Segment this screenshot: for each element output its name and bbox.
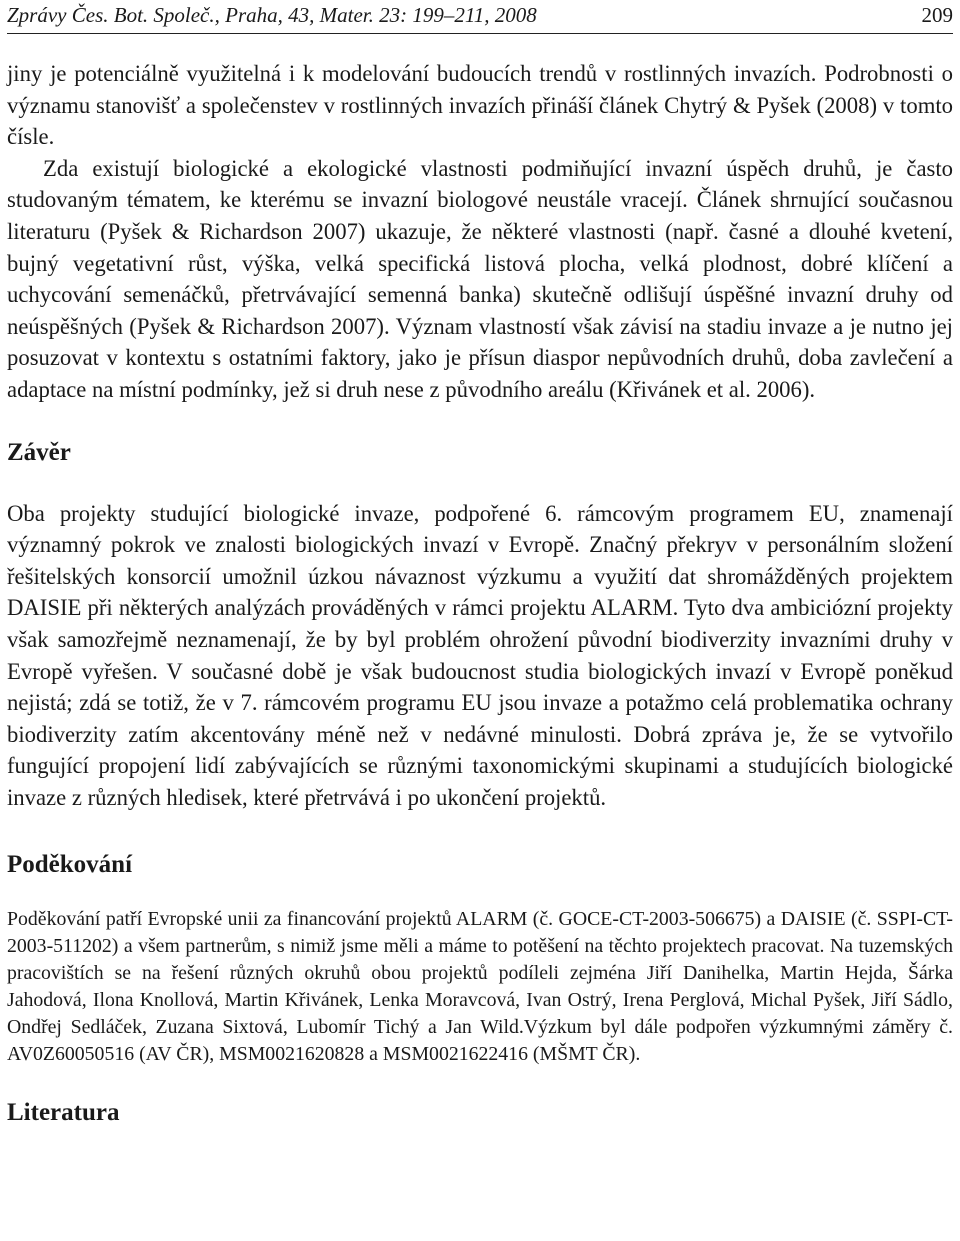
section-zaver	[7, 498, 953, 814]
heading-literatura: Literatura	[7, 1098, 120, 1126]
page-number: 209	[921, 3, 953, 27]
paragraph-zaver: Oba projekty studující biologické invaze, podpořené 6. rámcovým programem EU, znamenají významný pokrok ve znalosti biologických invazí v Evropě. Značný překryv v personálním složení řešitelských konsorcií umožnil úzkou návaznost výzkumu a využití dat shromážděných projektem DAISIE při některých analýzách prováděných v rámci projektu ALARM. Tyto dva ambiciózní projekty však samozřejmě neznamenají, že by byl problém ohrožení původní biodiverzity invazními druhy v Evropě vyřešen. V současné době je však budoucnost studia biologických invazí v Evropě poněkud nejistá; zdá se totiž, že v 7. rámcovém programu EU jsou invaze a potažmo celá problematika ochrany biodiverzity zatím akcentovány méně než v nedávné minulosti. Dobrá zpráva je, že se vytvořilo fungující propojení lidí zabývajících se různými taxonomickými skupinami a studujících biologické invaze z různých hledisek, které přetrvává i po ukončení projektů.	[7, 500, 953, 810]
journal-citation: Zprávy Čes. Bot. Společ., Praha, 43, Mater. 23: 199–211, 2008	[7, 3, 537, 27]
paragraph-2: Zda existují biologické a ekologické vlastnosti podmiňující invazní úspěch druhů, je často studovaným tématem, ke kterému se invazní biologové neustále vracejí. Článek shrnující současnou literaturu (Pyšek & Richardson 2007) ukazuje, že některé vlastnosti (např. časné a dlouhé kvetení, bujný vegetativní růst, výška, velká specifická listová plocha, velká plodnost, dobré klíčení a uchycování semenáčků, přetrvávající semenná banka) skutečně odlišují úspěšné invazní druhy od neúspěšných (Pyšek & Richardson 2007). Význam vlastností však závisí na stadiu invaze a je nutno jej posuzovat v kontextu s ostatními faktory, jako je přísun diaspor nepůvodních druhů, doba zavlečení a adaptace na místní podmínky, jež si druh nese z původního areálu (Křivánek et al. 2006).	[7, 155, 953, 402]
paragraph-1: jiny je potenciálně využitelná i k modelování budoucích trendů v rostlinných invazích. Podrobnosti o významu stanovišť a společenstev v rostlinných invazích přináší článek Chytrý & Pyšek (2008) v tomto čísle.	[7, 61, 953, 150]
running-header	[7, 3, 953, 34]
heading-podekovani: Poděkování	[7, 851, 133, 879]
heading-zaver: Závěr	[7, 438, 71, 466]
body-text	[7, 58, 953, 406]
paragraph-podekovani: Poděkování patří Evropské unii za financování projektů ALARM (č. GOCE-CT-2003-506675) a DAISIE (č. SSPI-CT-2003-511202) a všem partnerům, s nimiž jsme měli a máme to potěšení na těchto projektech pracovat. Na tuzemských pracovištích se na řešení různých okruhů obou projektů podíleli zejména Jiří Danihelka, Martin Hejda, Šárka Jahodová, Ilona Knollová, Martin Křivánek, Lenka Moravcová, Ivan Ostrý, Irena Perglová, Michal Pyšek, Jiří Sádlo, Ondřej Sedláček, Zuzana Sixtová, Lubomír Tichý a Jan Wild.Výzkum byl dále podpořen výzkumnými záměry č. AV0Z60050516 (AV ČR), MSM0021620828 a MSM0021622416 (MŠMT ČR).	[7, 908, 953, 1065]
section-podekovani	[7, 906, 953, 1067]
article-content	[7, 58, 953, 1128]
